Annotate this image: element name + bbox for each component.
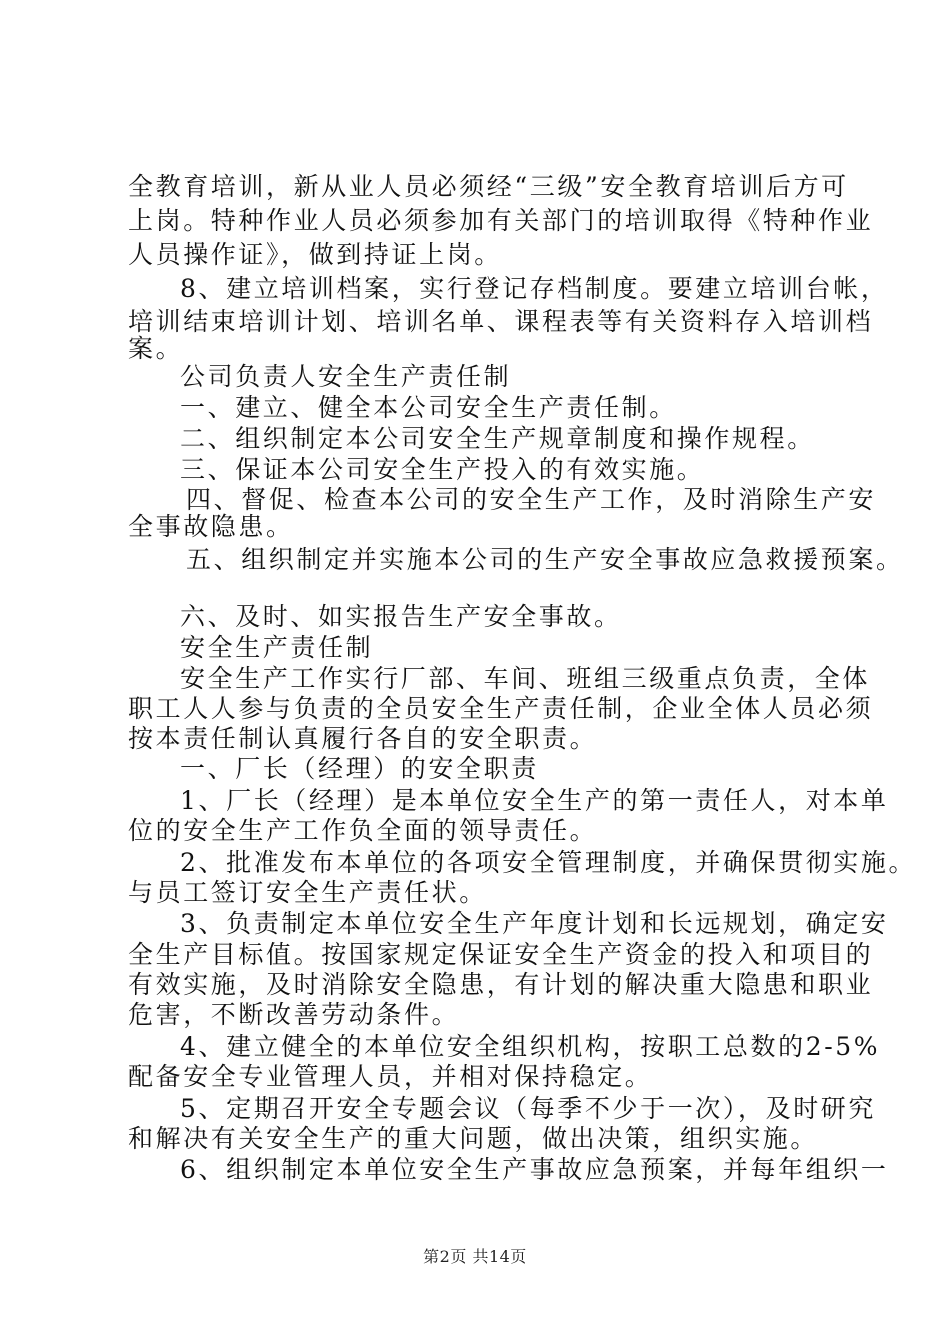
- text-line: 一、建立、健全本公司安全生产责任制。: [180, 393, 677, 422]
- text-line: 6、组织制定本单位安全生产事故应急预案，并每年组织一: [180, 1155, 889, 1184]
- text-line: 职工人人参与负责的全员安全生产责任制，企业全体人员必须: [128, 694, 874, 723]
- text-line: 按本责任制认真履行各自的安全职责。: [128, 724, 598, 753]
- text-line: 1、厂长（经理）是本单位安全生产的第一责任人，对本单: [180, 786, 889, 815]
- text-line: 四、督促、检查本公司的安全生产工作，及时消除生产安: [186, 485, 877, 514]
- text-line: 三、保证本公司安全生产投入的有效实施。: [180, 455, 705, 484]
- page-number-footer: 第2页 共14页: [423, 1247, 527, 1266]
- text-line: 8、建立培训档案，实行登记存档制度。要建立培训台帐，: [180, 274, 889, 303]
- text-line: 危害，不断改善劳动条件。: [128, 1000, 460, 1029]
- text-line: 和解决有关安全生产的重大问题，做出决策，组织实施。: [128, 1124, 819, 1153]
- text-line: 六、及时、如实报告生产安全事故。: [180, 602, 622, 631]
- text-line: 4、建立健全的本单位安全组织机构，按职工总数的2-5%: [180, 1032, 881, 1061]
- section-heading: 公司负责人安全生产责任制: [180, 362, 512, 391]
- text-line: 全教育培训，新从业人员必须经“三级”安全教育培训后方可: [128, 172, 849, 201]
- text-line: 配备安全专业管理人员，并相对保持稳定。: [128, 1062, 653, 1091]
- text-line: 人员操作证》，做到持证上岗。: [128, 240, 502, 269]
- text-line: 2、批准发布本单位的各项安全管理制度，并确保贯彻实施。: [180, 848, 917, 877]
- text-line: 案。: [128, 334, 184, 363]
- text-line: 五、组织制定并实施本公司的生产安全事故应急救援预案。: [186, 545, 904, 574]
- text-line: 全事故隐患。: [128, 512, 294, 541]
- text-line: 全生产目标值。按国家规定保证安全生产资金的投入和项目的: [128, 940, 874, 969]
- section-heading: 一、厂长（经理）的安全职责: [180, 754, 539, 783]
- text-line: 与员工签订安全生产责任状。: [128, 878, 487, 907]
- text-line: 位的安全生产工作负全面的领导责任。: [128, 816, 598, 845]
- text-line: 安全生产工作实行厂部、车间、班组三级重点负责，全体: [180, 664, 871, 693]
- section-heading: 安全生产责任制: [180, 633, 374, 662]
- text-line: 有效实施，及时消除安全隐患，有计划的解决重大隐患和职业: [128, 970, 874, 999]
- text-line: 5、定期召开安全专题会议（每季不少于一次），及时研究: [180, 1094, 877, 1123]
- text-line: 二、组织制定本公司安全生产规章制度和操作规程。: [180, 424, 815, 453]
- text-line: 培训结束培训计划、培训名单、课程表等有关资料存入培训档: [128, 307, 874, 336]
- text-line: 3、负责制定本单位安全生产年度计划和长远规划，确定安: [180, 909, 889, 938]
- text-line: 上岗。特种作业人员必须参加有关部门的培训取得《特种作业: [128, 206, 874, 235]
